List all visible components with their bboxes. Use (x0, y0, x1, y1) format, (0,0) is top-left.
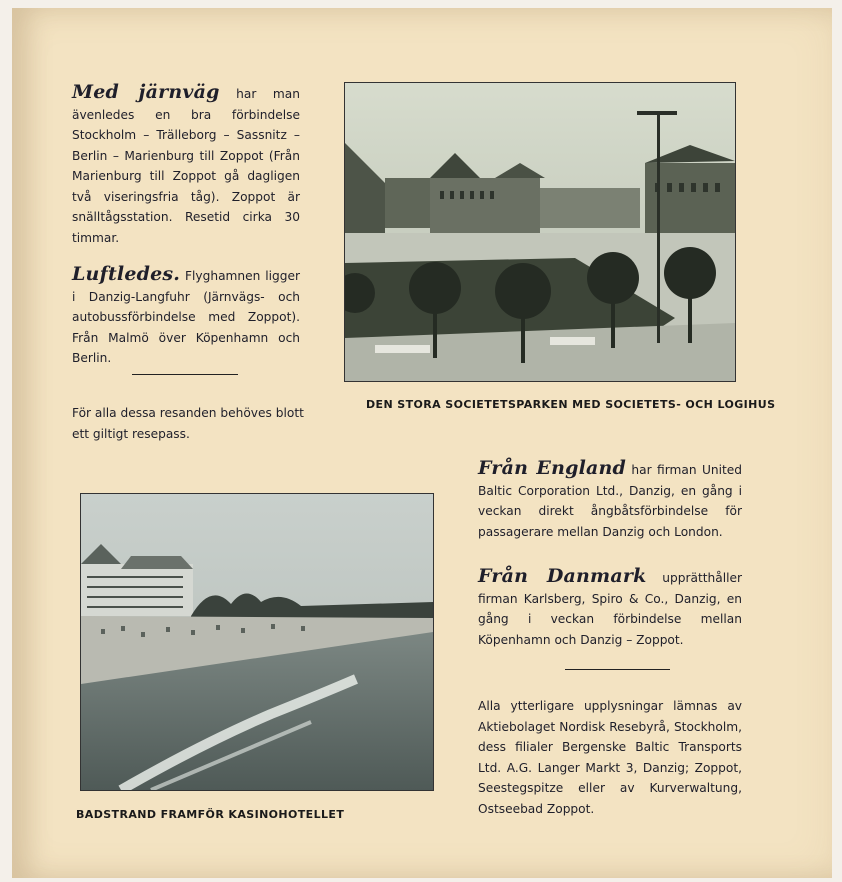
air-body: Flyghamnen ligger i Danzig-Langfuhr (Järnvägs- och autobussförbindelse med Zoppot). Från Malmö över Köpenhamn och Berlin. (72, 269, 301, 365)
park-photo-caption: DEN STORA SOCIETETSPARKEN MED SOCIETETS- OCH LOGIHUS (366, 398, 776, 411)
rail-paragraph (72, 82, 300, 248)
england-body: har firman United Baltic Corporation Ltd., Danzig, en gång i veckan direkt ångbåtsförbindelse för passagerare mellan Danzig och London. (478, 463, 742, 539)
beach-photo-image (81, 494, 433, 790)
england-heading: Från England (478, 457, 627, 479)
air-paragraph (72, 264, 300, 369)
england-paragraph (478, 458, 742, 542)
rail-body: har man ävenledes en bra förbindelse Stockholm – Trälleborg – Sassnitz – Berlin – Marienburg till Zoppot (Från Marienburg till Zoppot gå dagligen två viseringsfria tåg). Zoppot är snälltågsstation. Resetid cirka 30 timmar. (72, 87, 300, 245)
air-heading: Luftledes. (72, 263, 181, 285)
right-divider (565, 669, 670, 670)
rail-heading: Med järnväg (72, 81, 220, 103)
denmark-paragraph (478, 566, 742, 650)
park-photo-image (345, 83, 735, 381)
left-divider (132, 374, 238, 375)
park-photo (344, 82, 736, 382)
passport-paragraph: För alla dessa resanden behöves blott ett giltigt resepass. (72, 406, 304, 441)
denmark-heading: Från Danmark (478, 565, 647, 587)
beach-photo (80, 493, 434, 791)
denmark-body: upprätthåller firman Karlsberg, Spiro & Co., Danzig, en gång i veckan förbindelse mellan Köpenhamn och Danzig – Zoppot. (478, 571, 742, 647)
beach-photo-caption: BADSTRAND FRAMFÖR KASINOHOTELLET (76, 808, 345, 821)
info-paragraph: Alla ytterligare upplysningar lämnas av Aktiebolaget Nordisk Resebyrå, Stockholm, dess filialer Bergenske Baltic Transports Ltd. A.G. Langer Markt 3, Danzig; Zoppot, Seestegspitze eller av Kurverwaltung, Ostseebad Zoppot. (478, 699, 742, 816)
